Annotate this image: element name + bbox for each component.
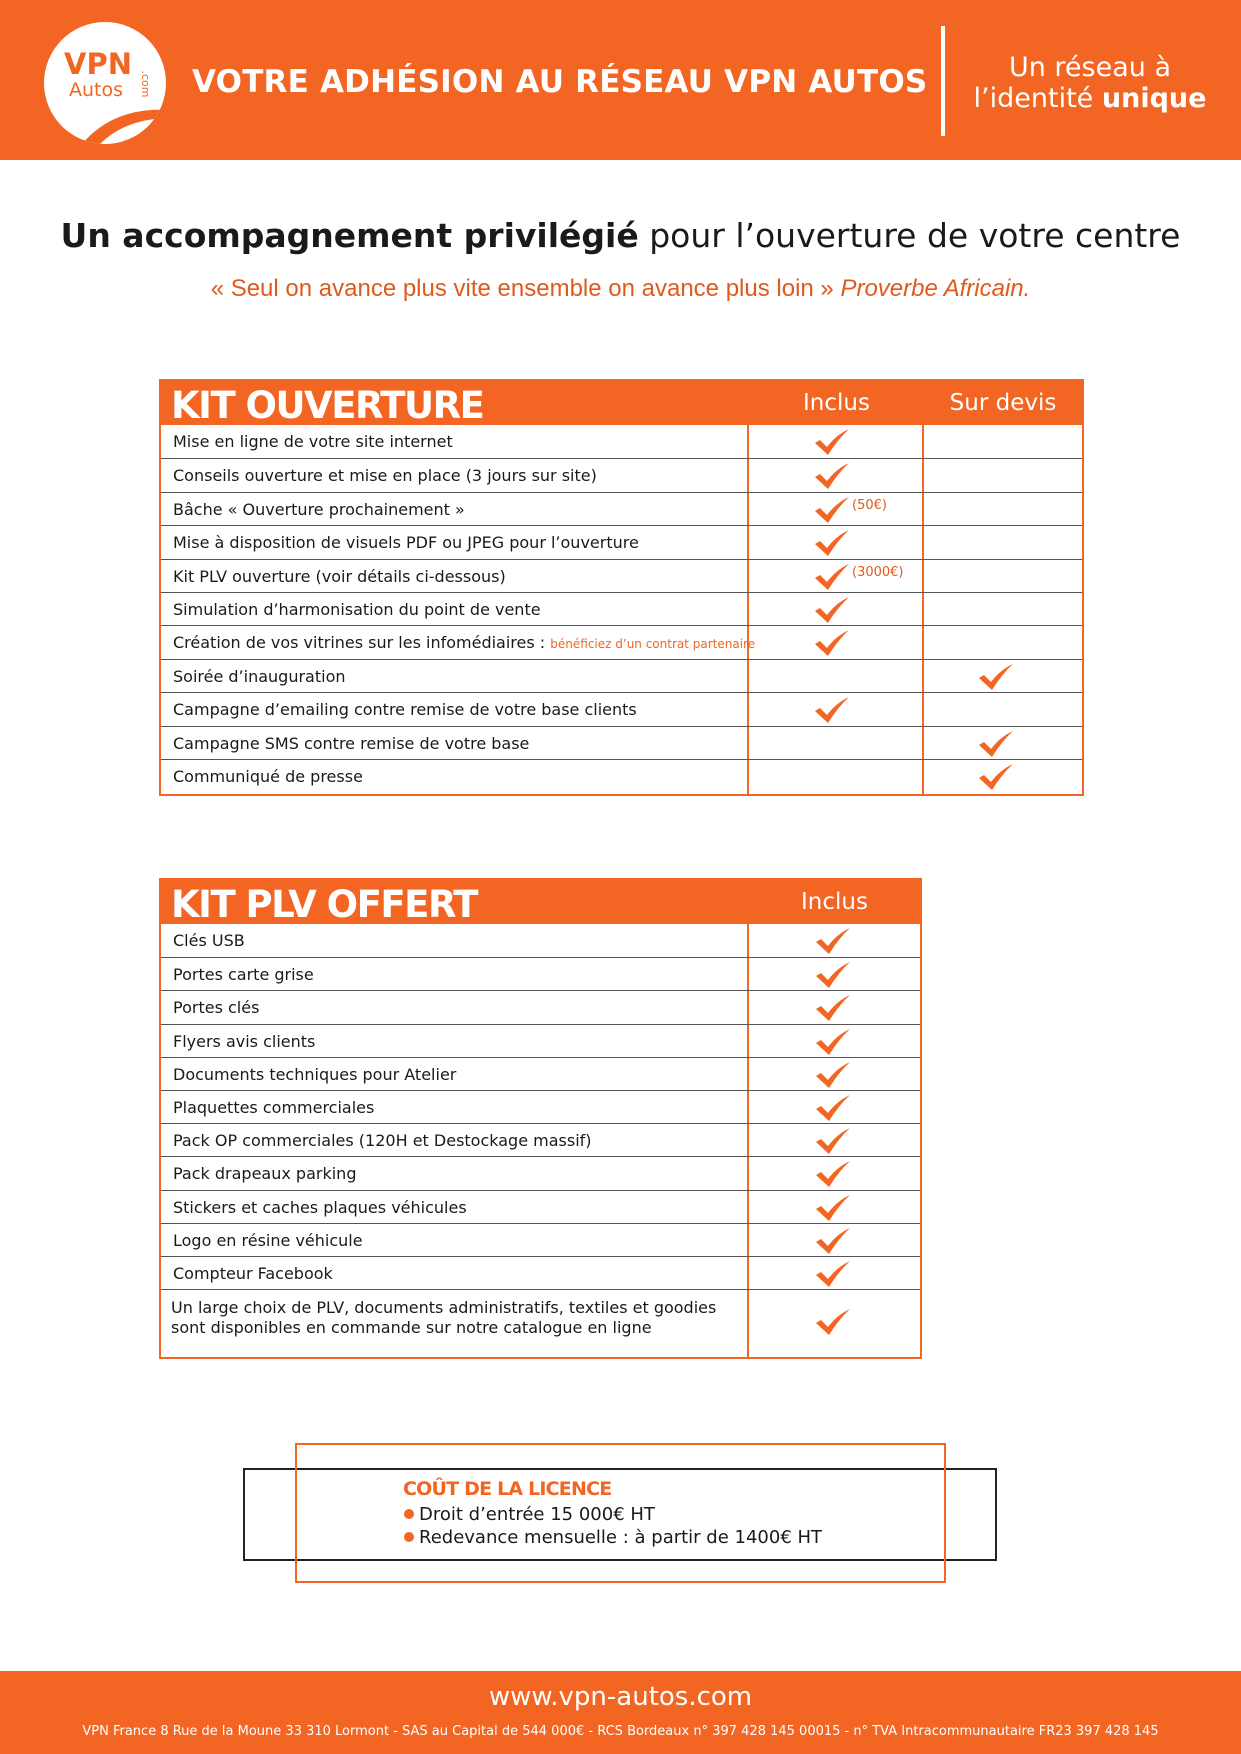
row-label-text: Campagne d’emailing contre remise de votre base clients [173, 700, 637, 720]
kit-plv-header [161, 880, 920, 924]
row-label [173, 1065, 456, 1084]
header-title: VOTRE ADHÉSION AU RÉSEAU VPN AUTOS [192, 64, 928, 100]
row-label [173, 700, 637, 719]
check-icon [814, 563, 850, 591]
row-label-text: Plaquettes commerciales [173, 1098, 375, 1117]
row-label [173, 600, 541, 619]
row-label [173, 734, 529, 753]
table-row [161, 1289, 920, 1353]
row-label [173, 1231, 363, 1250]
check-icon [814, 496, 850, 524]
check-icon [815, 1308, 851, 1336]
col-inclus-header: Inclus [803, 390, 870, 416]
kit-plv-title: KIT PLV OFFERT [171, 883, 478, 926]
check-icon [814, 529, 850, 557]
row-label-text: Documents techniques pour Atelier [173, 1064, 457, 1084]
tagline-prefix: l’identité [973, 83, 1102, 114]
table-row [161, 1223, 920, 1256]
table-row [161, 692, 1082, 725]
header-divider [941, 26, 945, 136]
tagline-line2 [960, 83, 1220, 114]
row-label [173, 1164, 356, 1183]
footer-legal-text: VPN France 8 Rue de la Moune 33 310 Lormont - SAS au Capital de 544 000€ - RCS Bordeaux n° 397 428 145 00015 - n° TVA Intracommunautaire FR23 397 428 145 [82, 1724, 1159, 1739]
check-icon [815, 1094, 851, 1122]
table-row [161, 525, 1082, 558]
licence-item-text: Redevance mensuelle : à partir de 1400€ HT [419, 1527, 823, 1548]
row-label [173, 965, 314, 984]
row-label-text: Flyers avis clients [173, 1031, 316, 1051]
bullet-dot-icon [404, 1532, 414, 1542]
row-label-text: Conseils ouverture et mise en place (3 jours sur site) [173, 466, 597, 486]
footer-website-link[interactable]: www.vpn-autos.com [488, 1682, 753, 1712]
row-label [173, 1264, 333, 1283]
table-row [161, 425, 1082, 458]
logo-swoosh [82, 110, 166, 144]
check-icon [815, 994, 851, 1022]
row-label [173, 633, 755, 652]
table-row [161, 1024, 920, 1057]
check-icon [978, 763, 1014, 791]
licence-item-text: Droit d’entrée 15 000€ HT [419, 1504, 655, 1525]
logo-com-text: .com [139, 70, 152, 98]
row-label [173, 1198, 467, 1217]
check-icon [814, 696, 850, 724]
bullet-dot-icon [404, 1509, 414, 1519]
header-tagline [960, 52, 1220, 114]
col-inclus-header: Inclus [801, 889, 868, 915]
row-label-text: Clés USB [173, 931, 245, 950]
tagline-line1: Un réseau à [1008, 52, 1172, 83]
row-label [173, 767, 363, 786]
table-row [161, 592, 1082, 625]
check-icon [814, 462, 850, 490]
row-label [173, 500, 465, 519]
check-icon [978, 730, 1014, 758]
table-row [161, 458, 1082, 491]
row-label [173, 1131, 592, 1150]
table-row [161, 559, 1082, 592]
check-icon [815, 927, 851, 955]
row-label [173, 533, 639, 552]
row-label-text: Portes carte grise [173, 965, 314, 985]
table-row [161, 759, 1082, 792]
row-label [173, 466, 597, 485]
row-label-text: Mise en ligne de votre site internet [173, 432, 453, 451]
row-label-text: Soirée d’inauguration [173, 666, 346, 686]
licence-item [404, 1527, 822, 1548]
check-icon [814, 596, 850, 624]
row-label-text: Bâche « Ouverture prochainement » [173, 499, 465, 519]
row-label [173, 567, 506, 586]
table-row [161, 990, 920, 1023]
table-row [161, 1156, 920, 1189]
check-icon [815, 1227, 851, 1255]
row-label [173, 1098, 374, 1117]
table-row [161, 726, 1082, 759]
table-row [161, 1256, 920, 1289]
check-icon [814, 428, 850, 456]
headline-normal: pour l’ouverture de votre centre [638, 216, 1181, 255]
row-label [173, 1032, 315, 1051]
check-icon [815, 1260, 851, 1288]
proverb-quote [0, 275, 1241, 303]
headline-bold: Un accompagnement privilégié [60, 216, 639, 255]
kit-ouverture-table [159, 379, 1084, 796]
page-headline [0, 216, 1241, 255]
row-label-text: Simulation d’harmonisation du point de vente [173, 600, 541, 619]
table-row [161, 659, 1082, 692]
price-note: (3000€) [852, 564, 904, 580]
quote-author: Proverbe Africain. [840, 275, 1031, 302]
row-label-text: Campagne SMS contre remise de votre base [173, 733, 530, 753]
logo-vpn-text: VPN [64, 47, 132, 81]
row-label [171, 1298, 731, 1338]
kit-ouverture-header [161, 381, 1082, 425]
table-row [161, 1190, 920, 1223]
row-label-text: Communiqué de presse [173, 767, 363, 786]
kit-ouverture-title: KIT OUVERTURE [171, 384, 484, 427]
row-label-text: Création de vos vitrines sur les infomédiaires : [173, 633, 551, 653]
table-row [161, 625, 1082, 658]
check-icon [815, 1194, 851, 1222]
kit-plv-table [159, 878, 922, 1359]
check-icon [814, 629, 850, 657]
row-label [173, 432, 453, 451]
check-icon [815, 1061, 851, 1089]
check-icon [815, 1028, 851, 1056]
quote-text: « Seul on avance plus vite ensemble on avance plus loin » [210, 275, 841, 302]
partner-note: bénéficiez d’un contrat partenaire [550, 637, 756, 652]
page-header [0, 0, 1241, 160]
row-label-text: Logo en résine véhicule [173, 1230, 363, 1250]
table-row [161, 1090, 920, 1123]
row-label-text: Compteur Facebook [173, 1264, 333, 1283]
check-icon [815, 961, 851, 989]
row-label-text: Kit PLV ouverture (voir détails ci-dessous) [173, 566, 506, 586]
table-row [161, 1057, 920, 1090]
row-label-text: Un large choix de PLV, documents administratifs, textiles et goodies sont disponibles en commande sur notre catalogue en ligne [171, 1298, 717, 1338]
logo-graphic [44, 22, 166, 144]
check-icon [815, 1127, 851, 1155]
row-label [173, 667, 346, 686]
licence-title: COÛT DE LA LICENCE [403, 1478, 612, 1500]
logo-autos-text: Autos [68, 79, 124, 101]
tagline-bold: unique [1101, 83, 1207, 114]
check-icon [978, 663, 1014, 691]
table-row [161, 957, 920, 990]
row-label-text: Portes clés [173, 998, 260, 1018]
licence-item [404, 1504, 655, 1525]
page-footer [0, 1671, 1241, 1754]
col-devis-header: Sur devis [949, 390, 1057, 416]
price-note: (50€) [852, 497, 887, 513]
check-icon [815, 1160, 851, 1188]
row-label [173, 931, 245, 950]
vpn-autos-logo[interactable] [44, 22, 166, 144]
table-row [161, 1123, 920, 1156]
row-label-text: Mise à disposition de visuels PDF ou JPEG pour l’ouverture [173, 533, 639, 553]
row-label-text: Pack drapeaux parking [173, 1164, 357, 1184]
row-label-text: Pack OP commerciales (120H et Destockage massif) [173, 1131, 592, 1151]
row-label-text: Stickers et caches plaques véhicules [173, 1197, 467, 1217]
row-label [173, 998, 259, 1017]
table-row [161, 924, 920, 957]
table-row [161, 492, 1082, 525]
